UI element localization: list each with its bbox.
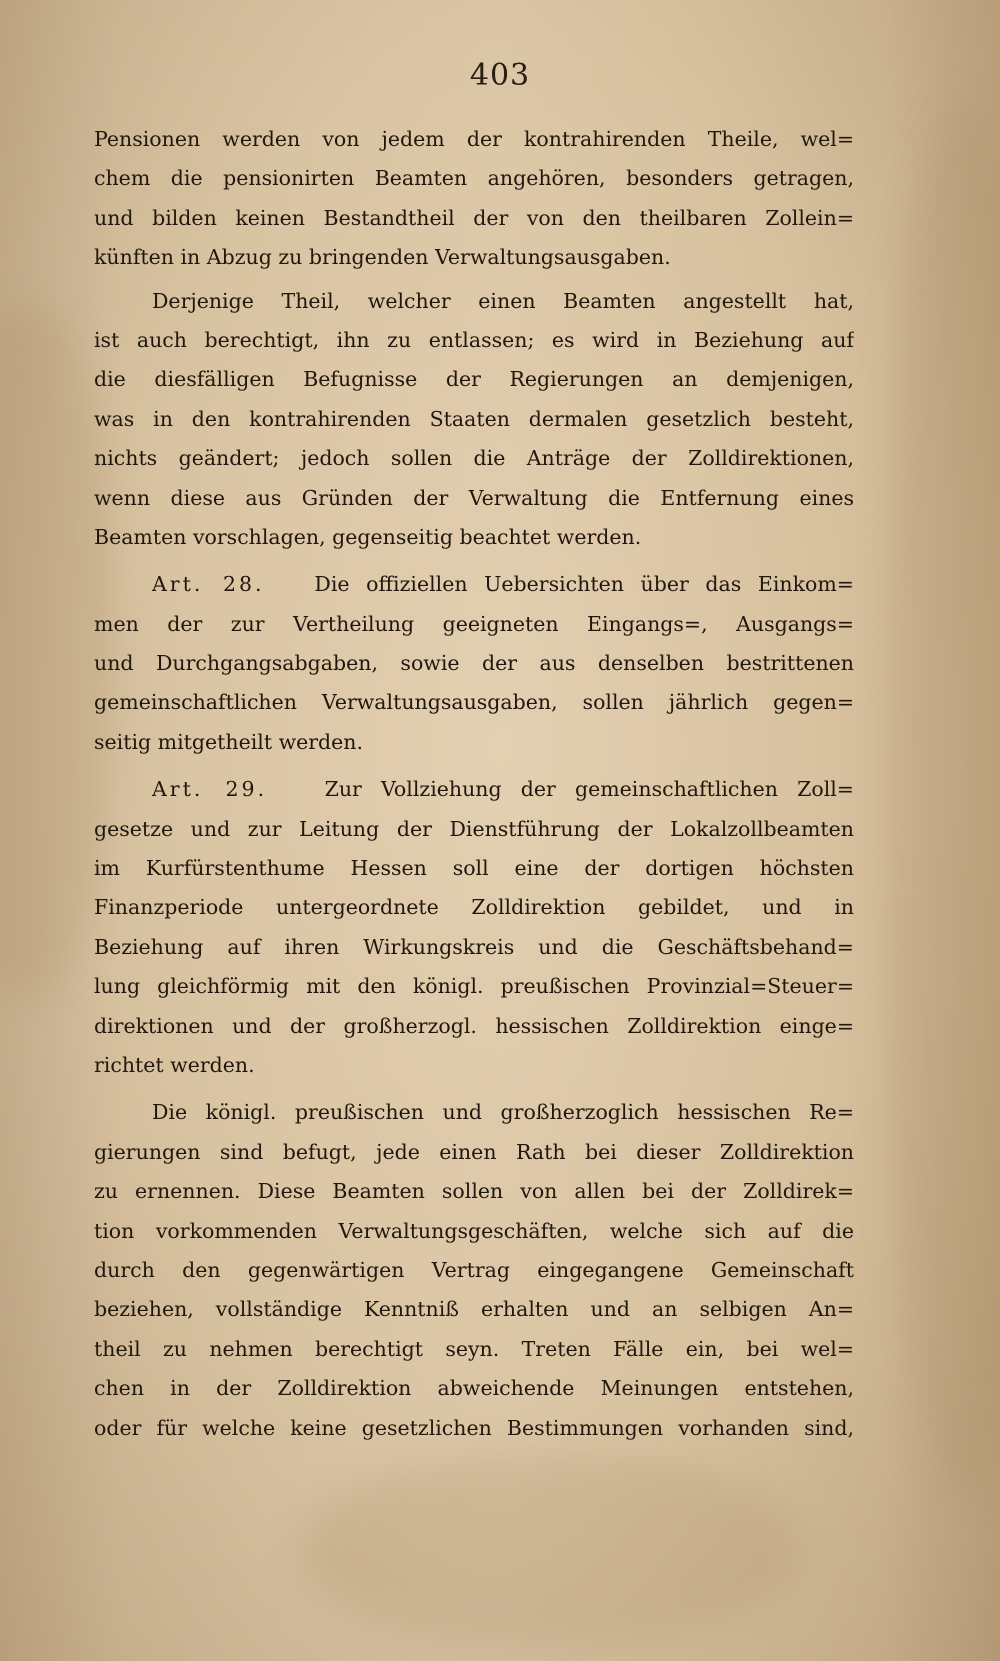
- text-line: im Kurfürstenthume Hessen soll eine der dortigen höchsten: [94, 856, 854, 881]
- text-line: seitig mitgetheilt werden.: [94, 729, 364, 754]
- text-line: lung gleichförmig mit den königl. preußischen Provinzial=Steuer=: [94, 974, 854, 999]
- paragraph-dismissal: [94, 282, 854, 558]
- text-line: gesetze und zur Leitung der Dienstführung der Lokalzollbeamten: [94, 816, 854, 841]
- text-line: Derjenige Theil, welcher einen Beamten angestellt hat,: [152, 288, 854, 313]
- text-line: chem die pensionirten Beamten angehören, besonders getragen,: [94, 166, 854, 191]
- text-line: chen in der Zolldirektion abweichende Meinungen entstehen,: [94, 1376, 854, 1401]
- text-line: Die königl. preußischen und großherzoglich hessischen Re=: [152, 1100, 854, 1125]
- text-line: Beamten vorschlagen, gegenseitig beachtet werden.: [94, 524, 642, 549]
- text-line: oder für welche keine gesetzlichen Bestimmungen vorhanden sind,: [94, 1415, 854, 1440]
- text-line: tion vorkommenden Verwaltungsgeschäften, welche sich auf die: [94, 1218, 854, 1243]
- text-line: Die offiziellen Uebersichten über das Einkom=: [314, 572, 854, 597]
- text-line: theil zu nehmen berechtigt seyn. Treten Fälle ein, bei wel=: [94, 1336, 854, 1361]
- text-line: durch den gegenwärtigen Vertrag eingegangene Gemeinschaft: [94, 1257, 854, 1282]
- article-number: Art. 28.: [152, 572, 265, 597]
- text-line: wenn diese aus Gründen der Verwaltung die Entfernung eines: [94, 485, 854, 510]
- text-line: Finanzperiode untergeordnete Zolldirektion gebildet, und in: [94, 895, 854, 920]
- text-line: richtet werden.: [94, 1052, 255, 1077]
- text-line: gemeinschaftlichen Verwaltungsausgaben, sollen jährlich gegen=: [94, 690, 854, 715]
- paragraph-councillors: [94, 1093, 854, 1448]
- text-line: direktionen und der großherzogl. hessischen Zolldirektion einge=: [94, 1013, 854, 1038]
- article-number: Art. 29.: [152, 777, 268, 802]
- text-line: men der zur Vertheilung geeigneten Eingangs=, Ausgangs=: [94, 611, 854, 636]
- text-line: zu ernennen. Diese Beamten sollen von allen bei der Zolldirek=: [94, 1179, 854, 1204]
- text-line: nichts geändert; jedoch sollen die Anträge der Zolldirektionen,: [94, 446, 854, 471]
- page-body: [94, 120, 854, 1448]
- paragraph-pensions: [94, 120, 854, 278]
- text-line: gierungen sind befugt, jede einen Rath bei dieser Zolldirektion: [94, 1139, 854, 1164]
- text-line: Beziehung auf ihren Wirkungskreis und die Geschäftsbehand=: [94, 934, 854, 959]
- text-line: beziehen, vollständige Kenntniß erhalten und an selbigen An=: [94, 1297, 854, 1322]
- article-29: [94, 770, 854, 1085]
- text-line: ist auch berechtigt, ihn zu entlassen; es wird in Beziehung auf: [94, 327, 854, 352]
- text-line: was in den kontrahirenden Staaten dermalen gesetzlich besteht,: [94, 406, 854, 431]
- article-28: [94, 565, 854, 762]
- text-line: Zur Vollziehung der gemeinschaftlichen Zoll=: [324, 777, 854, 802]
- text-line: Pensionen werden von jedem der kontrahirenden Theile, wel=: [94, 127, 854, 151]
- text-line: die diesfälligen Befugnisse der Regierungen an demjenigen,: [94, 367, 854, 392]
- text-line: künften in Abzug zu bringenden Verwaltungsausgaben.: [94, 245, 671, 270]
- text-line: und bilden keinen Bestandtheil der von den theilbaren Zollein=: [94, 205, 854, 230]
- text-line: und Durchgangsabgaben, sowie der aus denselben bestrittenen: [94, 651, 854, 676]
- page-number: 403: [469, 58, 531, 93]
